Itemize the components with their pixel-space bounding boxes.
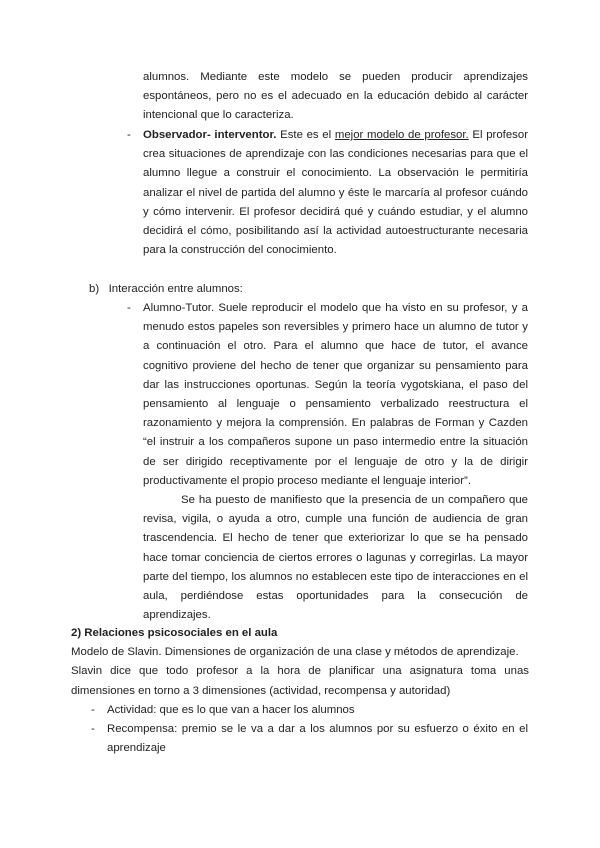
section-2 bbox=[71, 624, 529, 701]
section-2-line1: Modelo de Slavin. Dimensiones de organización de una clase y métodos de aprendizaje. bbox=[71, 646, 519, 659]
section-2-list bbox=[91, 701, 528, 759]
observador-pre: Este es el bbox=[276, 129, 335, 141]
list-item bbox=[91, 720, 528, 758]
observador-underlined: mejor modelo de profesor. bbox=[334, 129, 469, 141]
section-2-heading: 2) Relaciones psicosociales en el aula bbox=[71, 627, 278, 639]
alumno-tutor-paragraph: Alumno-Tutor. Suele reproducir el modelo que ha visto en su profesor, y a menudo estos papeles son reversibles y primero hace un alumno de tutor y a continuación el otro. Para el alumno que hace de tutor, el avance cognitivo proviene del hecho de tener que organizar su pensamiento para dar las instrucciones oportunas. Según la teoría vygotskiana, el paso del pensamiento al lenguaje o pensamiento verbalizado reestructura el razonamiento y mejora la comprensión. En palabras de Forman y Cazden “el instruir a los compañeros supone un paso intermedio entre la situación de ser dirigido receptivamente por el lenguaje de otro y la de dirigir productivamente el propio proceso mediante el lenguaje interior”. bbox=[143, 302, 528, 487]
section-b-heading-text: b) Interacción entre alumnos: bbox=[89, 283, 243, 295]
section-2-line2: Slavin dice que todo profesor a la hora de planificar una asignatura toma unas dimensiones en torno a 3 dimensiones (actividad, recompensa y autoridad) bbox=[71, 665, 529, 697]
observador-post: El profesor crea situaciones de aprendizaje con las condiciones necesarias para que el alumno llegue a construir el conocimiento. La observación le permitiría analizar el nivel de partida del alumno y éste le marcaría al profesor cuándo y cómo intervenir. El profesor decidirá qué y cuándo estudiar, y el alumno decidirá el cómo, posibilitando así la actividad autoestructurante necesaria para la construcción del conocimiento. bbox=[143, 129, 529, 257]
observador-item bbox=[127, 126, 529, 260]
list-item-text: Recompensa: premio se le va a dar a los alumnos por su esfuerzo o éxito en el aprendizaje bbox=[107, 723, 528, 755]
bullet-dash: - bbox=[127, 129, 131, 141]
observador-title: Observador- interventor. bbox=[143, 129, 277, 141]
alumno-tutor-item bbox=[127, 299, 528, 625]
bullet-item bbox=[127, 299, 528, 491]
observador-paragraph bbox=[143, 126, 528, 260]
bullet-dash: - bbox=[127, 302, 131, 314]
section-b-heading bbox=[89, 280, 529, 299]
continuation-text: alumnos. Mediante este modelo se pueden producir aprendizajes espontáneos, pero no es el adecuado en la educación debido al carácter intencional que lo caracteriza. bbox=[143, 71, 528, 122]
bullet-item bbox=[127, 126, 529, 260]
bullet-dash: - bbox=[91, 723, 95, 736]
bullet-dash: - bbox=[91, 704, 95, 716]
list-item-text: Actividad: que es lo que van a hacer los alumnos bbox=[107, 704, 355, 716]
list-item bbox=[91, 701, 528, 720]
manifest-paragraph: Se ha puesto de manifiesto que la presencia de un compañero que revisa, vigila, o ayuda a otro, cumple una función de audiencia de gran trascendencia. El hecho de tener que exteriorizar lo que se ha pensado hace tomar conciencia de ciertos errores o lagunas y corregirlas. La mayor parte del tiempo, los alumnos no establecen este tipo de interacciones en el aula, perdiéndose estas oportunidades para la consecución de aprendizajes. bbox=[143, 494, 528, 622]
continuation-paragraph bbox=[143, 68, 528, 126]
